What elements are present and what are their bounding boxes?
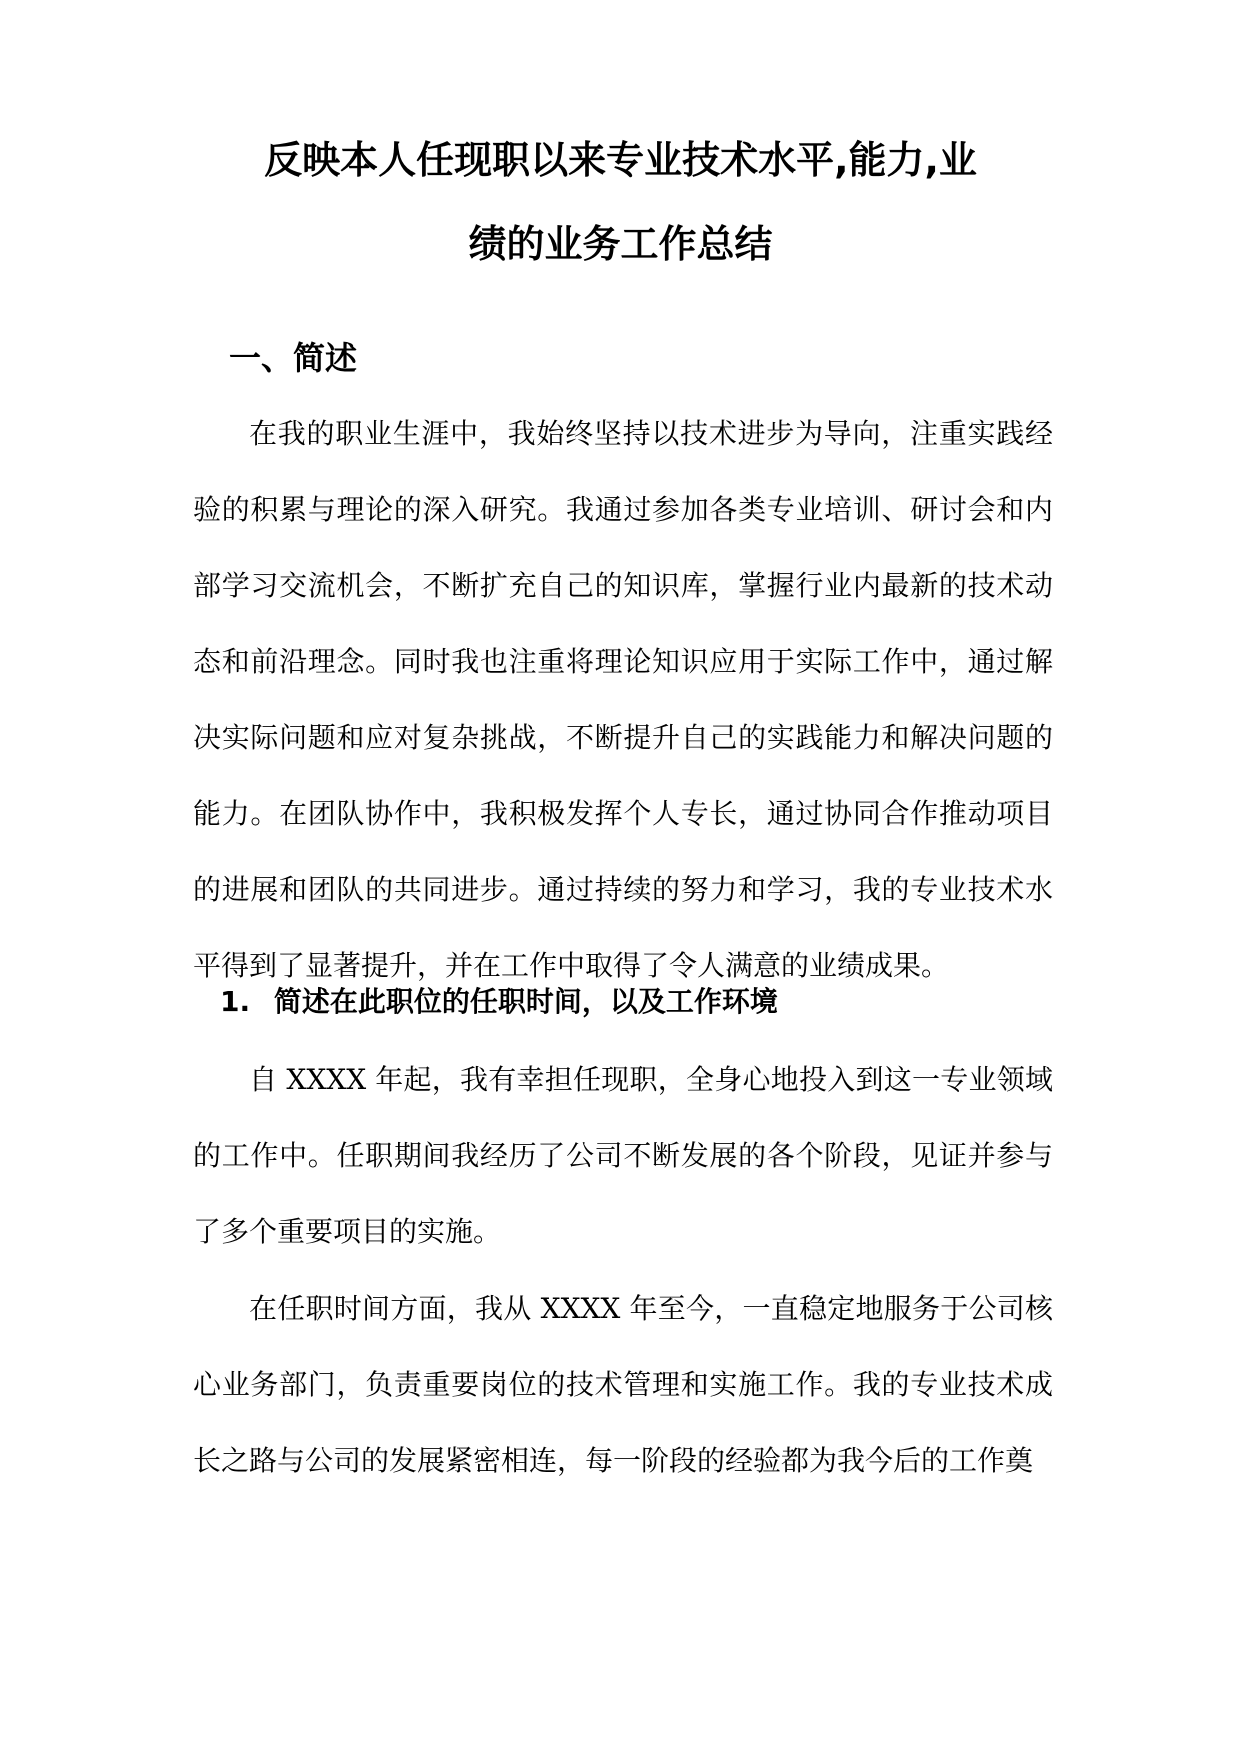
subsection-heading — [220, 982, 778, 1022]
tenure-paragraph-2: 在任职时间方面，我从 XXXX 年至今，一直稳定地服务于公司核心业务部门，负责重要岗位的技术管理和实施工作。我的专业技术成长之路与公司的发展紧密相连，每一阶段的经验都为我今后的工作奠 — [193, 1292, 1053, 1477]
tenure-paragraph-1: 自 XXXX 年起，我有幸担任现职，全身心地投入到这一专业领域的工作中。任职期间我经历了公司不断发展的各个阶段，见证并参与了多个重要项目的实施。 — [193, 1063, 1053, 1248]
section-heading-overview: 一、简述 — [229, 339, 358, 377]
document-title-line-2: 绩的业务工作总结 — [468, 222, 773, 266]
subsection-title: 简述在此职位的任职时间，以及工作环境 — [273, 985, 778, 1018]
subsection-number: 1. — [220, 985, 251, 1018]
overview-paragraph: 在我的职业生涯中，我始终坚持以技术进步为导向，注重实践经验的积累与理论的深入研究。我通过参加各类专业培训、研讨会和内部学习交流机会，不断扩充自己的知识库，掌握行业内最新的技术动态和前沿理念。同时我也注重将理论知识应用于实际工作中，通过解决实际问题和应对复杂挑战，不断提升自己的实践能力和解决问题的能力。在团队协作中，我积极发挥个人专长，通过协同合作推动项目的进展和团队的共同进步。通过持续的努力和学习，我的专业技术水平得到了显著提升，并在工作中取得了令人满意的业绩成果。 — [193, 417, 1053, 982]
document-title-line-1: 反映本人任现职以来专业技术水平,能力,业 — [264, 138, 977, 182]
